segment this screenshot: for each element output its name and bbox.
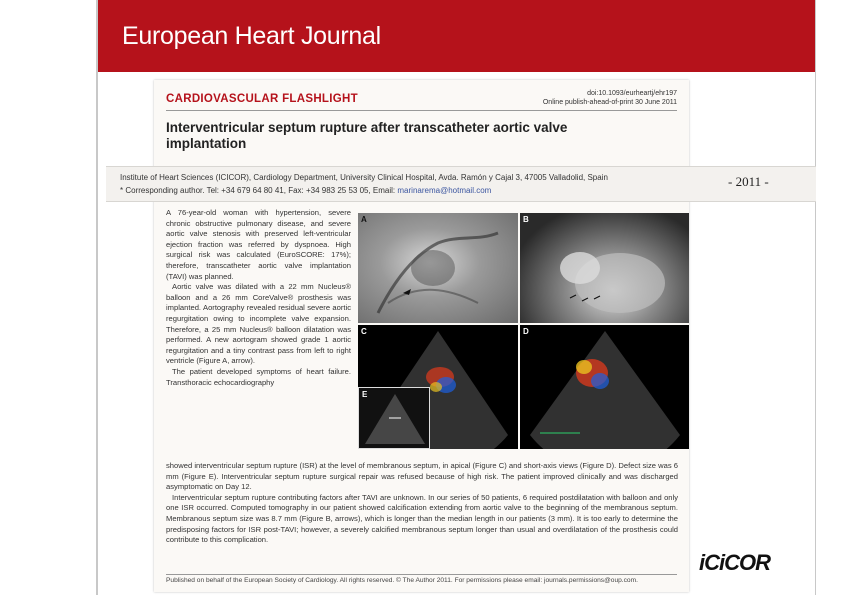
- affiliation-text: Institute of Heart Sciences (ICICOR), Cardiology Department, University Clinical Hospital, Avda. Ramón y Cajal 3, 47005 Valladolid, Spain: [120, 173, 608, 182]
- panel-label-a: A: [361, 215, 367, 224]
- footer-divider: [166, 574, 677, 575]
- figure-panel-e: [358, 387, 430, 449]
- echo-defect-image: [359, 388, 430, 449]
- body-paragraph-4: Interventricular septum rupture contributing factors after TAVI are unknown. In our series of 50 patients, 6 required postdilatation with balloon and only one ISR occurred. Computed tomography in our patient showed calcification extending from aortic valve to the beginning of the membranous septum. Membranous septum size was 8.7 mm (Figure B, arrows), which is longer than the median length in our patients (3 mm). It is too early to determine the predisposing factors for ISR post-TAVI; however, a severely calcified membranous septum longer than usual and overdilatation of the prosthesis could contribute to this complication.: [166, 492, 678, 545]
- kicker-divider: [166, 110, 677, 111]
- doi-text: doi:10.1093/eurheartj/ehr197: [587, 90, 677, 97]
- angiogram-image: [358, 213, 518, 323]
- body-paragraph-2: Aortic valve was dilated with a 22 mm Nucleus® balloon and a 26 mm CoreValve® prosthesis was implanted. Aortography revealed residual severe aortic regurgitation owing to incomplete valve expansion. Therefore, a 25 mm Nucleus® balloon dilatation was performed. A new aortogram showed grade 1 aortic regurgitation and a tiny contrast pass from left to right ventricle (Figure A, arrow).: [166, 282, 351, 366]
- body-paragraph-3a: The patient developed symptoms of heart failure. Transthoracic echocardiography: [166, 366, 351, 387]
- affiliation-band: [106, 166, 816, 202]
- publish-info: Online publish-ahead-of-print 30 June 2011: [542, 99, 677, 106]
- journal-name: European Heart Journal: [122, 22, 381, 50]
- icicor-logo: [697, 548, 777, 576]
- body-paragraph-3b: showed interventricular septum rupture (ISR) at the level of membranous septum, in apical (Figure C) and short-axis views (Figure D). Defect size was 6 mm (Figure E). Interventricular septum rupture surgical repair was refused because of high risk. The patient improved clinically and was discharged asymptomatic on Day 12.: [166, 461, 678, 492]
- article-page: [154, 80, 689, 592]
- journal-header-bar: [98, 0, 815, 72]
- body-paragraph-1: A 76-year-old woman with hypertension, severe chronic obstructive pulmonary disease, and severe aortic valve stenosis with preserved left-ventricular ejection fraction was referred by dyspnoea. High surgical risk was calculated (EuroSCORE: 17%); therefore, transcatheter aortic valve implantation (TAVI) was planned.: [166, 208, 351, 281]
- ct-image: [520, 213, 689, 323]
- article-figure: [358, 213, 689, 449]
- article-body-wide: [166, 461, 678, 546]
- year-tag: - 2011 -: [728, 174, 769, 189]
- figure-panel-b: [520, 213, 689, 323]
- article-body-column: [166, 208, 351, 388]
- corresponding-author: [120, 184, 608, 197]
- figure-panel-d: [520, 325, 689, 449]
- slide-left-rule: [96, 0, 98, 595]
- figure-panel-a: [358, 213, 518, 323]
- panel-label-d: D: [523, 327, 529, 336]
- article-kicker: CARDIOVASCULAR FLASHLIGHT: [166, 93, 358, 105]
- panel-label-b: B: [523, 215, 529, 224]
- slide-right-rule: [815, 0, 816, 595]
- article-doi: [543, 89, 677, 107]
- author-email-link[interactable]: marinarema@hotmail.com: [397, 186, 492, 195]
- article-title: Interventricular septum rupture after transcatheter aortic valve implantation: [166, 120, 568, 151]
- affiliation-block: [120, 171, 608, 197]
- panel-label-c: C: [361, 327, 367, 336]
- logo-text: iCiCOR: [699, 550, 770, 575]
- echo-short-axis-image: [520, 325, 689, 449]
- corresponding-details: * Corresponding author. Tel: +34 679 64 80 41, Fax: +34 983 25 53 05, Email:: [120, 186, 398, 195]
- panel-label-e: E: [362, 390, 368, 399]
- article-footer: Published on behalf of the European Society of Cardiology. All rights reserved. © The Author 2011. For permissions please email: journals.permissions@oup.com.: [166, 577, 638, 584]
